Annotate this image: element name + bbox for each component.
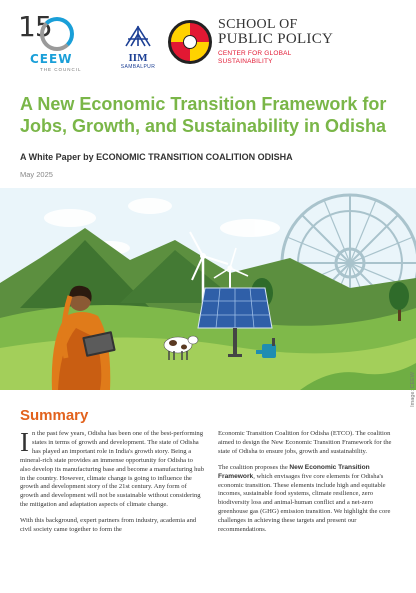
ceew-logo-name: CEEW — [30, 52, 73, 66]
umd-seal-icon — [168, 20, 212, 64]
framework-highlight: New Economic Transition Framework — [218, 463, 370, 480]
document-subtitle: A White Paper by ECONOMIC TRANSITION COALITION ODISHA — [20, 152, 293, 162]
umd-logo-line3: CENTER FOR GLOBAL — [218, 50, 292, 57]
cover-illustration — [0, 188, 416, 390]
iim-emblem-icon — [123, 24, 153, 48]
umd-logo-line4: SUSTAINABILITY — [218, 58, 273, 65]
ceew-logo-tagline: THE COUNCIL — [40, 67, 82, 72]
logo-strip — [18, 12, 398, 74]
umd-school-logo-text — [218, 17, 398, 66]
summary-paragraph-2: With this background, expert partners from industry, academia and civil society came together to form the — [20, 517, 197, 534]
summary-paragraph-1-text: n the past few years, Odisha has been one of the best-performing states in terms of growth and development. The state of Odisha has played an important role in India's growth story. Being a mineral-rich state provides an immense opportunity for Odisha to also develop its manufacturing base and become a manufacturing hub in the country. However, climate change is going to influence the growth and development story of the 21st century. Any form of growth and development will not be sustainable without considering the mitigation and adaptation aspects of climate change. — [20, 430, 205, 509]
summary-paragraph-3: Economic Transition Coalition for Odisha (ETCO). The coalition aimed to design the New Economic Transition Framework for the state of Odisha to ensure jobs, growth and sustainability. — [218, 430, 392, 455]
summary-paragraph-4-pre: The coalition proposes the — [218, 463, 290, 471]
document-title: A New Economic Transition Framework for Jobs, Growth, and Sustainability in Odisha — [20, 94, 387, 136]
summary-paragraph-4 — [218, 464, 400, 535]
umd-logo-line1: SCHOOL OF — [218, 17, 298, 32]
summary-heading: Summary — [20, 407, 89, 424]
iim-logo-name: IIM — [128, 52, 148, 64]
summary-column-left — [20, 427, 205, 542]
cover-illustration-art — [0, 188, 416, 390]
image-credit: Image: CEEW — [410, 372, 416, 407]
iim-sambalpur-logo — [118, 24, 158, 72]
ceew-logo — [18, 12, 118, 74]
ceew-logo-ring-icon — [40, 17, 74, 51]
ceew-logo-number: 15 — [18, 10, 52, 43]
umd-logo-line2: PUBLIC POLICY — [218, 31, 334, 47]
iim-logo-location: SAMBALPUR — [120, 64, 156, 70]
summary-paragraph-4-post: , which envisages five core elements for Odisha's economic transition. These elements include high and equitable incomes, sustainable food systems, climate resilience, zero biodiversity loss and animal-human conflict and a net-zero greenhouse gas (GHG) emission transition. We highlight the core challenges in achieving these targets and present our recommendations. — [218, 472, 391, 534]
drop-cap: I — [20, 427, 29, 457]
summary-paragraph-1 — [20, 427, 205, 510]
summary-column-right — [218, 430, 400, 542]
document-date: May 2025 — [20, 170, 53, 179]
